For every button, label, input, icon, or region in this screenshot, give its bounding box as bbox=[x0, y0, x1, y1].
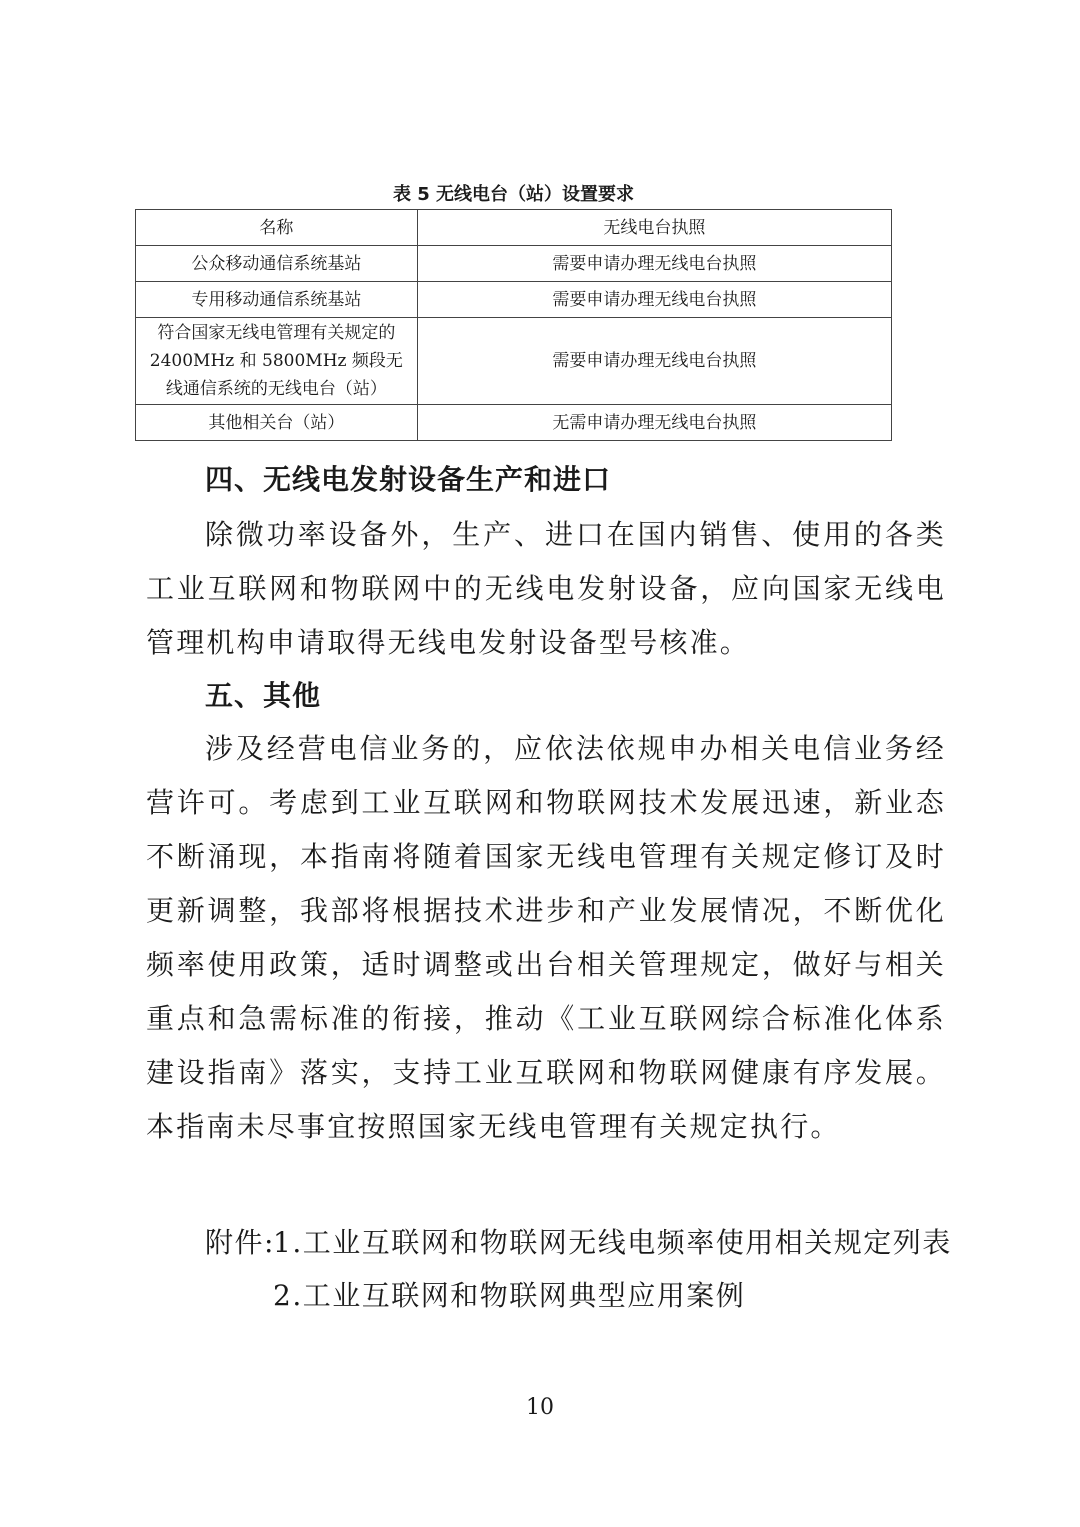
table-row bbox=[136, 318, 892, 405]
license-cell: 需要申请办理无线电台执照 bbox=[417, 318, 891, 405]
table-row bbox=[136, 405, 892, 441]
column-header-license: 无线电台执照 bbox=[417, 210, 891, 246]
license-cell: 需要申请办理无线电台执照 bbox=[417, 282, 891, 318]
attachment-item: 1.工业互联网和物联网无线电频率使用相关规定列表 bbox=[273, 1226, 952, 1259]
license-cell: 需要申请办理无线电台执照 bbox=[417, 246, 891, 282]
table-caption: 表 5 无线电台（站）设置要求 bbox=[392, 184, 635, 205]
table-header-row bbox=[136, 210, 892, 246]
license-cell: 无需申请办理无线电台执照 bbox=[417, 405, 891, 441]
column-header-name: 名称 bbox=[136, 210, 418, 246]
section-body-5: 涉及经营电信业务的，应依法依规申办相关电信业务经营许可。考虑到工业互联网和物联网技术发展迅速，新业态不断涌现，本指南将随着国家无线电管理有关规定修订及时更新调整，我部将根据技术进步和产业发展情况，不断优化频率使用政策，适时调整或出台相关管理规定，做好与相关重点和急需标准的衔接，推动《工业互联网综合标准化体系建设指南》落实，支持工业互联网和物联网健康有序发展。本指南未尽事宜按照国家无线电管理有关规定执行。 bbox=[146, 732, 946, 1143]
radio-station-requirements-table bbox=[135, 209, 892, 441]
section-heading-4: 四、无线电发射设备生产和进口 bbox=[205, 463, 612, 496]
table-row bbox=[136, 246, 892, 282]
page-number: 10 bbox=[526, 1395, 554, 1420]
section-heading-5: 五、其他 bbox=[205, 679, 322, 712]
table-row bbox=[136, 282, 892, 318]
station-name-cell: 其他相关台（站） bbox=[136, 405, 418, 441]
attachment-item: 2.工业互联网和物联网典型应用案例 bbox=[273, 1279, 746, 1312]
section-body-4: 除微功率设备外，生产、进口在国内销售、使用的各类工业互联网和物联网中的无线电发射设备，应向国家无线电管理机构申请取得无线电发射设备型号核准。 bbox=[146, 518, 946, 659]
attachments-label: 附件: bbox=[205, 1226, 275, 1259]
station-name-cell: 专用移动通信系统基站 bbox=[136, 282, 418, 318]
station-name-cell: 公众移动通信系统基站 bbox=[136, 246, 418, 282]
station-name-cell: 符合国家无线电管理有关规定的 2400MHz 和 5800MHz 频段无线通信系统的无线电台（站） bbox=[136, 318, 418, 405]
